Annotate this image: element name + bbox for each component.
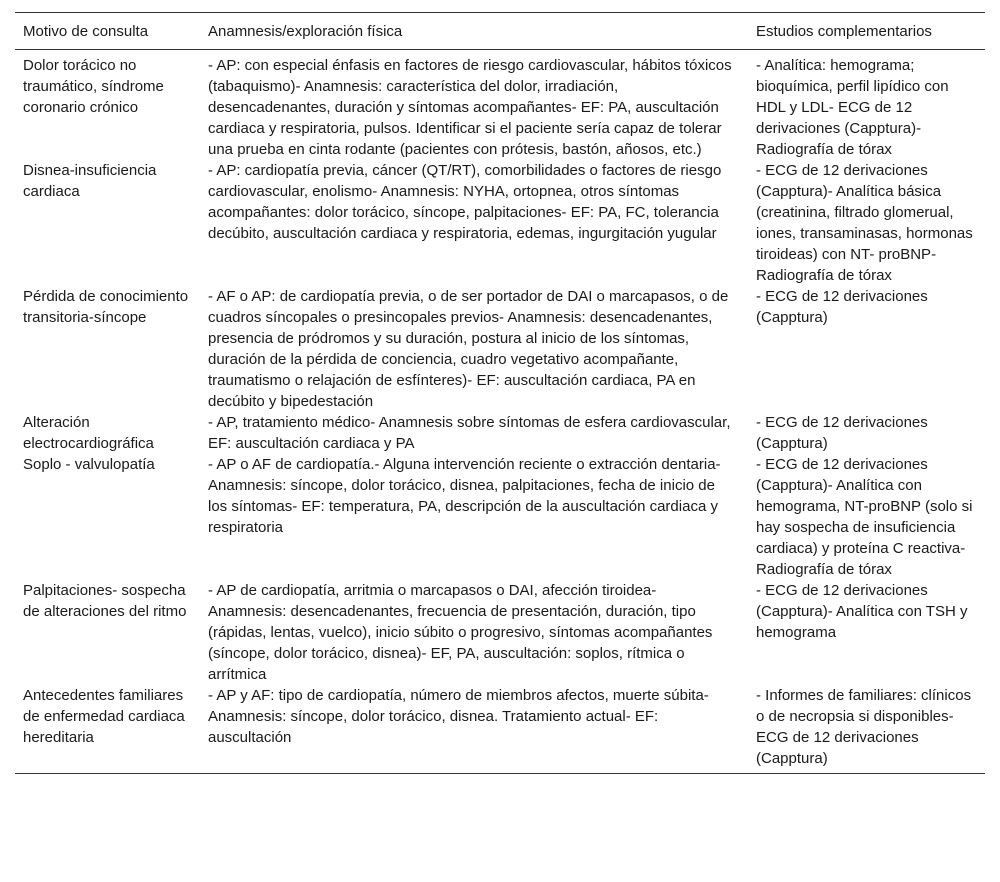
cell-motivo: Antecedentes familiares de enfermedad cardiaca hereditaria bbox=[15, 685, 200, 774]
cell-motivo: Soplo - valvulopatía bbox=[23, 456, 155, 473]
cell-anamnesis: - AF o AP: de cardiopatía previa, o de ser portador de DAI o marcapasos, o de cuadros síncopales o presincopales previos- Anamnesis: desencadenantes, presencia de pródromos y su duración, postura al inicio de los síntomas, duración de la pérdida de conciencia, cuadro vegetativo acompañante, traumatismo o relajación de esfínteres)- EF: auscultación cardiaca, PA en decúbito y bipedestación bbox=[208, 288, 729, 410]
cell-anamnesis: - AP: cardiopatía previa, cáncer (QT/RT), comorbilidades o factores de riesgo cardiovascular, enolismo- Anamnesis: NYHA, ortopnea, otros síntomas acompañantes: dolor torácico, síncope, palpitaciones- EF: PA, FC, tolerancia decúbito, auscultación cardiaca y respiratoria, edemas, ingurgitación yugular bbox=[208, 162, 722, 242]
table-row bbox=[15, 412, 985, 454]
cell-motivo: Alteración electrocardiográfica bbox=[23, 414, 154, 452]
cell-estudios: - ECG de 12 derivaciones (Capptura)- Analítica con hemograma, NT-proBNP (solo si hay sospecha de insuficiencia cardiaca) y proteína C reactiva- Radiografía de tórax bbox=[756, 456, 973, 578]
cell-motivo: Palpitaciones- sospecha de alteraciones del ritmo bbox=[23, 582, 187, 620]
cell-estudios: - Analítica: hemograma; bioquímica, perfil lipídico con HDL y LDL- ECG de 12 derivaciones (Capptura)- Radiografía de tórax bbox=[756, 57, 949, 158]
cell-anamnesis: - AP de cardiopatía, arritmia o marcapasos o DAI, afección tiroidea- Anamnesis: desencadenantes, frecuencia de presentación, duración, tipo (rápidas, lentas, vuelco), inicio súbito o progresivo, síntomas acompañantes (síncope, dolor torácico, disnea)- EF, PA, auscultación: soplos, rítmica o arrítmica bbox=[208, 582, 713, 683]
cell-anamnesis: - AP o AF de cardiopatía.- Alguna intervención reciente o extracción dentaria- Anamnesis: síncope, dolor torácico, disnea, palpitaciones, fecha de inicio de los síntomas- EF: temperatura, PA, descripción de la auscultación cardiaca y respiratoria bbox=[208, 456, 721, 536]
table-row bbox=[15, 50, 985, 161]
cell-anamnesis: - AP: con especial énfasis en factores de riesgo cardiovascular, hábitos tóxicos (tabaquismo)- Anamnesis: característica del dolor, irradiación, desencadenantes, duración y síntomas acompañantes- EF: PA, auscultación cardiaca y respiratoria, pulsos. Identificar si el paciente sería capaz de tolerar una prueba en cinta rodante (pacientes con prótesis, bastón, añosos, etc.) bbox=[208, 57, 732, 158]
cell-estudios: - ECG de 12 derivaciones (Capptura) bbox=[756, 414, 928, 452]
cell-estudios: - ECG de 12 derivaciones (Capptura) bbox=[756, 288, 928, 326]
cell-anamnesis: - AP, tratamiento médico- Anamnesis sobre síntomas de esfera cardiovascular, EF: auscultación cardiaca y PA bbox=[208, 414, 731, 452]
header-anamnesis: Anamnesis/exploración física bbox=[200, 13, 748, 50]
cell-motivo: Disnea-insuficiencia cardiaca bbox=[23, 162, 157, 200]
consultation-table-container bbox=[15, 12, 985, 774]
cell-estudios: - ECG de 12 derivaciones (Capptura)- Analítica básica (creatinina, filtrado glomerual, iones, transaminasas, hormonas tiroideas) con NT- proBNP- Radiografía de tórax bbox=[756, 162, 973, 284]
table-row bbox=[15, 685, 985, 774]
cell-anamnesis: - AP y AF: tipo de cardiopatía, número de miembros afectos, muerte súbita- Anamnesis: síncope, dolor torácico, disnea. Tratamiento actual- EF: auscultación bbox=[200, 685, 748, 774]
cell-motivo: Pérdida de conocimiento transitoria-síncope bbox=[23, 288, 189, 326]
consultation-table bbox=[15, 12, 985, 774]
table-row bbox=[15, 454, 985, 580]
cell-motivo: Dolor torácico no traumático, síndrome coronario crónico bbox=[23, 57, 164, 116]
header-motivo: Motivo de consulta bbox=[15, 13, 200, 50]
table-header-row bbox=[15, 13, 985, 50]
table-row bbox=[15, 286, 985, 412]
cell-estudios: - ECG de 12 derivaciones (Capptura)- Analítica con TSH y hemograma bbox=[756, 582, 968, 641]
table-row bbox=[15, 160, 985, 286]
table-row bbox=[15, 580, 985, 685]
cell-estudios: - Informes de familiares: clínicos o de necropsia si disponibles- ECG de 12 derivaciones (Capptura) bbox=[748, 685, 985, 774]
header-estudios: Estudios complementarios bbox=[748, 13, 985, 50]
